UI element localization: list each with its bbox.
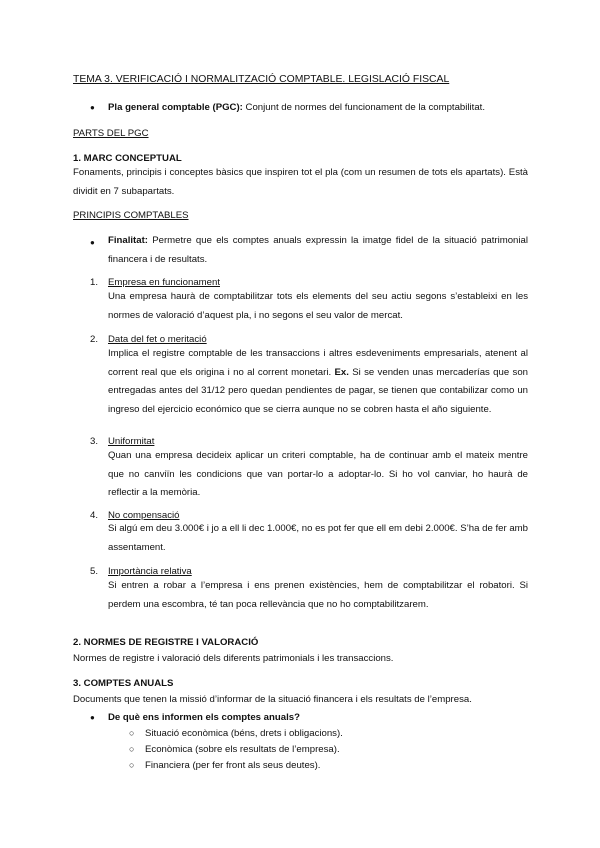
principle-1-text: Una empresa haurà de comptabilitzar tots els elements del seu actiu segons s’estableixi en les normes de valoració d’aquest pla, i no segons el seu valor de mercat. bbox=[108, 291, 528, 321]
section-1-text: Fonaments, principis i conceptes bàsics que inspiren tot el pla (com un resumen de tots els apartats). Està dividit en 7 subapartats. bbox=[73, 167, 528, 197]
bullet-icon: ● bbox=[90, 103, 95, 112]
list-item: Econòmica (sobre els resultats de l’empresa). bbox=[145, 744, 340, 755]
circle-bullet-icon: ○ bbox=[129, 728, 135, 738]
pgc-label: Pla general comptable (PGC): bbox=[108, 102, 243, 113]
principle-5-text: Si entren a robar a l’empresa i ens prenen existències, hem de comptabilitzar el robatori. Si perdem una escombra, té tan poca rellevància que no ho comptabilitzarem. bbox=[108, 580, 528, 610]
principis-heading: PRINCIPIS COMPTABLES bbox=[73, 210, 189, 221]
pgc-definition bbox=[108, 100, 485, 115]
principle-4-text: Si algú em deu 3.000€ i jo a ell li dec 1.000€, no es pot fer que ell em debi 2.000€. S’ha de fer amb assentament. bbox=[108, 523, 528, 553]
principle-2-text-a: Implica el registre comptable de les transaccions i altres esdeveniments empresarials, atenent al corrent real que els origina i no al corrent monetari. bbox=[108, 348, 528, 378]
principle-2-text bbox=[108, 345, 528, 419]
principle-3-title: Uniformitat bbox=[108, 436, 155, 447]
section-3-text: Documents que tenen la missió d’informar de la situació financera i els resultats de l’empresa. bbox=[73, 694, 472, 705]
principle-1-title: Empresa en funcionament bbox=[108, 277, 220, 288]
section-1-heading: 1. MARC CONCEPTUAL bbox=[73, 153, 182, 164]
bullet-icon: ● bbox=[90, 713, 95, 722]
finalitat-label: Finalitat: bbox=[108, 235, 148, 246]
principle-3-text: Quan una empresa decideix aplicar un criteri comptable, ha de continuar amb el mateix mentre que no canviïn les condicions que van portar-lo a adoptar-lo. Si ho vol canviar, ho haurà de reflectir a la memòria. bbox=[108, 450, 528, 498]
principle-2-title: Data del fet o meritació bbox=[108, 334, 207, 345]
principle-2-example-label: Ex. bbox=[334, 366, 349, 378]
principle-5-title: Importància relativa bbox=[108, 566, 192, 577]
finalitat-text: Permetre que els comptes anuals expressin la imatge fidel de la situació patrimonial financera i de resultats. bbox=[108, 235, 528, 265]
page-title: TEMA 3. VERIFICACIÓ I NORMALITZACIÓ COMPTABLE. LEGISLACIÓ FISCAL bbox=[73, 74, 450, 85]
pgc-text: Conjunt de normes del funcionament de la comptabilitat. bbox=[242, 102, 485, 113]
section-3-question: De què ens informen els comptes anuals? bbox=[108, 712, 300, 723]
principle-3-number: 3. bbox=[90, 436, 99, 447]
bullet-icon: ● bbox=[90, 238, 95, 247]
list-item: Financiera (per fer front als seus deutes). bbox=[145, 760, 321, 771]
principle-2-number: 2. bbox=[90, 334, 99, 345]
principle-1-number: 1. bbox=[90, 277, 99, 288]
principle-4-title: No compensació bbox=[108, 510, 180, 521]
principle-4-number: 4. bbox=[90, 510, 99, 521]
principle-2-text-b: Si se venden unas mercaderías que son entregadas antes del 31/12 pero quedan pendientes de pagar, se tienen que contabilizar como un ingreso del ejercicio económico que se cierra aunque no se cobren hasta el año siguiente. bbox=[108, 366, 528, 415]
principle-5-number: 5. bbox=[90, 566, 99, 577]
circle-bullet-icon: ○ bbox=[129, 760, 135, 770]
section-2-text: Normes de registre i valoració dels diferents patrimonials i les transaccions. bbox=[73, 653, 394, 664]
list-item: Situació econòmica (béns, drets i obligacions). bbox=[145, 728, 343, 739]
section-2-heading: 2. NORMES DE REGISTRE I VALORACIÓ bbox=[73, 637, 259, 648]
circle-bullet-icon: ○ bbox=[129, 744, 135, 754]
finalitat-paragraph bbox=[108, 232, 528, 269]
parts-heading: PARTS DEL PGC bbox=[73, 128, 149, 139]
section-3-heading: 3. COMPTES ANUALS bbox=[73, 678, 174, 689]
